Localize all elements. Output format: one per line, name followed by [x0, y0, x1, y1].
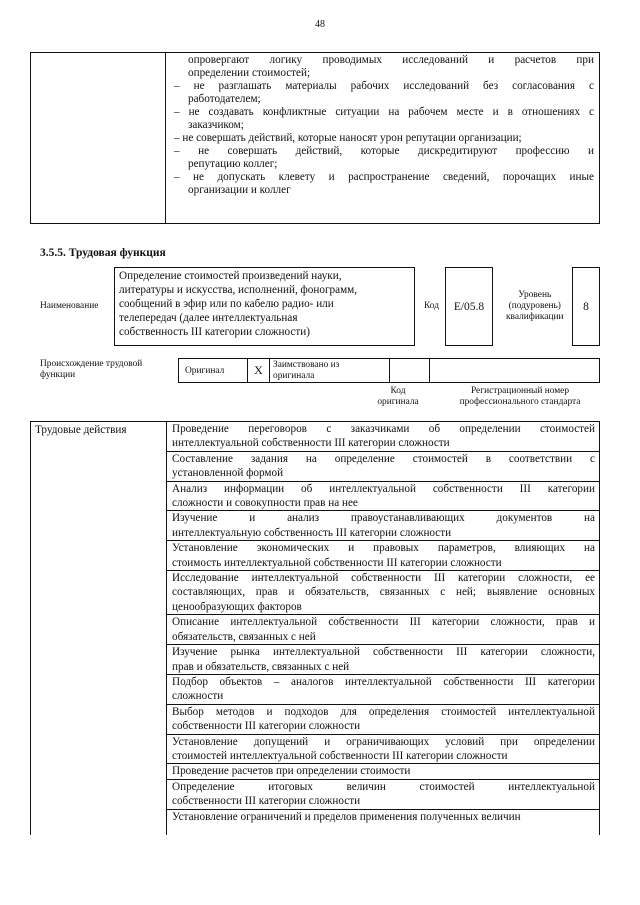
continuation-line: – не разглашать материалы рабочих исследований без согласования с — [174, 80, 594, 92]
continuation-line: – не допускать клевету и распространение сведений, порочащих иные — [174, 171, 594, 183]
origin-row — [178, 358, 600, 383]
continuation-line: – не совершать действий, которые дискредитируют профессию и — [174, 145, 594, 157]
reg-number-line: Регистрационный номер — [470, 386, 570, 396]
labor-action-line: Установление ограничений и пределов применения полученных величин — [172, 810, 521, 823]
borrowed-label-line: Заимствовано из — [273, 360, 340, 370]
labor-action-line: Изучение и анализ правоустанавливающих документов на — [172, 512, 595, 525]
code-original-caption — [376, 386, 420, 408]
labor-action-row — [167, 810, 599, 824]
origin-label-line: функции — [40, 370, 76, 380]
labor-action-line: сложности — [172, 690, 224, 703]
labor-action-line: Установление экономических и правовых параметров, влияющих на — [172, 542, 595, 555]
borrowed-cell — [270, 359, 390, 382]
function-name-line: телепередач (далее интеллектуальная — [119, 312, 298, 324]
labor-action-row — [167, 511, 599, 541]
labor-action-line: прав и обязательств, связанных с ней — [172, 660, 350, 673]
labor-action-line: Установление допущений и ограничивающих условий при определении — [172, 735, 595, 748]
labor-action-line: стоимость интеллектуальной собственности III категории сложности — [172, 556, 502, 569]
function-name-line: литературы и искусства, исполнений, фонограмм, — [119, 284, 358, 296]
labor-action-line: собственности III категории сложности — [172, 720, 361, 733]
name-label: Наименование — [40, 301, 99, 311]
continuation-line: работодателем; — [188, 93, 261, 105]
qualification-level-box: 8 — [572, 267, 600, 346]
original-cell: Оригинал — [179, 359, 248, 382]
continuation-line: – не создавать конфликтные ситуации на рабочем месте и в отношениях с — [174, 106, 594, 118]
continuation-line: организации и коллег — [188, 184, 291, 196]
labor-action-line: Определение итоговых величин стоимостей интеллектуальной — [172, 780, 595, 793]
labor-action-line: ценообразующих факторов — [172, 600, 302, 613]
reg-number-caption — [440, 386, 600, 408]
continuation-line: – не совершать действий, которые наносят урон репутации организации; — [174, 132, 522, 144]
labor-action-line: интеллектуальную собственность III категории сложности — [172, 526, 452, 539]
continuation-line: опровергают логику проводимых исследований и расчетов при — [188, 54, 594, 66]
code-original-line: оригинала — [377, 397, 419, 407]
labor-action-row — [167, 615, 599, 645]
labor-action-line: Подбор объектов – аналогов интеллектуальной собственности III категории — [172, 675, 595, 688]
labor-action-row — [167, 675, 599, 705]
page-number: 48 — [315, 19, 325, 30]
labor-actions-table — [30, 421, 600, 835]
labor-action-line: Описание интеллектуальной собственности III категории сложности, прав и — [172, 616, 595, 629]
reg-number-line: профессионального стандарта — [459, 397, 581, 407]
qualification-level-label — [506, 290, 564, 323]
labor-actions-list — [167, 422, 599, 835]
labor-action-line: Проведение расчетов при определении стоимости — [172, 765, 411, 778]
labor-action-row — [167, 422, 599, 452]
labor-action-line: Выбор методов и подходов для определения стоимостей интеллектуальной — [172, 705, 595, 718]
function-name-box — [114, 267, 415, 346]
labor-action-line: установленной формой — [172, 467, 284, 480]
labor-action-row — [167, 780, 599, 810]
labor-action-line: Изучение рынка интеллектуальной собственности III категории сложности, — [172, 646, 595, 659]
origin-label — [40, 359, 142, 381]
function-name-line: собственность III категории сложности) — [119, 326, 310, 338]
reg-number-cell — [430, 359, 599, 382]
labor-action-row — [167, 764, 599, 779]
labor-actions-label: Трудовые действия — [31, 422, 167, 835]
labor-action-row — [167, 482, 599, 512]
labor-action-line: Анализ информации об интеллектуальной собственности III категории — [172, 482, 595, 495]
labor-action-line: Составление задания на определение стоимостей в соответствии с — [172, 452, 595, 465]
continuation-line: определении стоимостей; — [188, 67, 311, 79]
section-heading: 3.5.5. Трудовая функция — [40, 247, 166, 259]
labor-action-line: составляющих, прав и обязательств, связанных с ней; выявление основных — [172, 586, 595, 599]
borrowed-label-line: оригинала — [273, 371, 315, 381]
labor-action-row — [167, 571, 599, 615]
code-label: Код — [424, 301, 439, 311]
labor-action-row — [167, 735, 599, 765]
labor-action-line: Проведение переговоров с заказчиками об определении стоимостей — [172, 423, 595, 435]
continuation-line: репутацию коллег; — [188, 158, 278, 170]
code-original-cell — [390, 359, 430, 382]
labor-action-row — [167, 705, 599, 735]
labor-action-row — [167, 541, 599, 571]
original-mark: X — [248, 359, 270, 382]
level-label-line: Уровень — [518, 290, 552, 300]
code-value-box: E/05.8 — [445, 267, 493, 346]
continuation-text-cell — [166, 53, 599, 223]
level-label-line: квалификации — [506, 312, 564, 322]
continuation-label-cell — [31, 53, 166, 223]
labor-action-line: стоимостей интеллектуальной собственности III категории сложности — [172, 749, 508, 762]
function-name-line: Определение стоимостей произведений науки, — [119, 270, 342, 282]
labor-action-line: сложности и совокупности прав на нее — [172, 497, 358, 510]
level-label-line: (подуровень) — [508, 301, 561, 311]
continuation-table — [30, 52, 600, 224]
labor-action-line: обязательств, связанных с ней — [172, 630, 316, 643]
origin-label-line: Происхождение трудовой — [40, 359, 143, 369]
labor-action-line: Исследование интеллектуальной собственности III категории сложности, ее — [172, 572, 595, 585]
labor-action-row — [167, 452, 599, 482]
continuation-line: заказчиком; — [188, 119, 244, 131]
labor-action-line: собственности III категории сложности — [172, 795, 361, 808]
labor-action-line: интеллектуальной собственности III категории сложности — [172, 437, 450, 450]
function-name-line: сообщений в эфир или по кабелю радио- или — [119, 298, 334, 310]
labor-action-row — [167, 645, 599, 675]
code-original-line: Код — [390, 386, 406, 396]
